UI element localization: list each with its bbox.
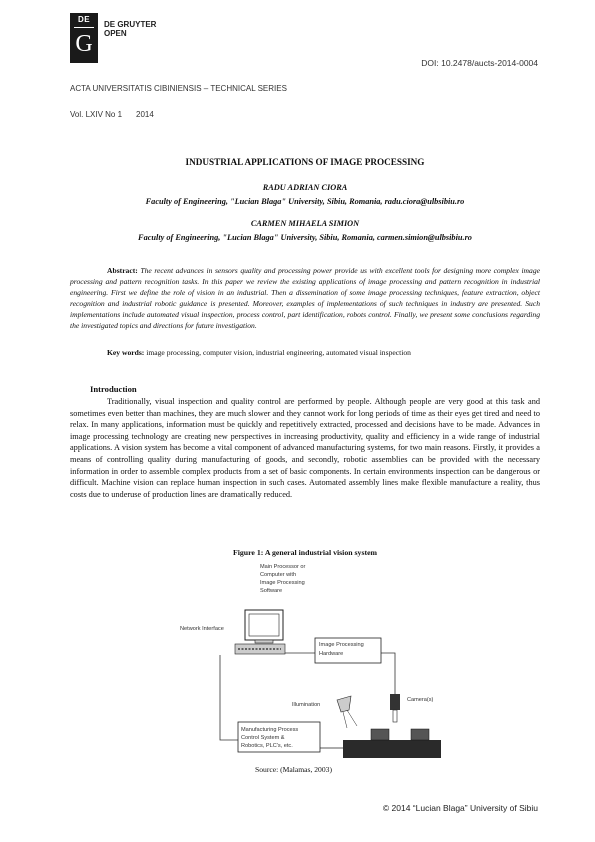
camera-icon — [390, 694, 400, 722]
logo-letter: G — [75, 31, 93, 57]
abstract-text: The recent advances in sensors quality and processing power provide us with excellent tools for designing more complex image processing and pattern recognition tasks. In this paper we review the existing applications of image processing and pattern recognition in industrial engineering. First we define the role of vision in an industrial. Then a dissemination of some image processing techniques, feature extraction, object recognition and industrial robotic guidance is presented. Moreover, examples of implementations of such techniques in industry are presented. Such implementations include automated visual inspection, process control, part identification, robots control. Finally, we present some conclusions regarding the investigated topics and directions for future investigation. — [70, 266, 541, 331]
publisher-name-line2: OPEN — [104, 29, 127, 38]
illumination-icon — [337, 696, 357, 728]
figure-caption: Figure 1: A general industrial vision system — [232, 548, 378, 557]
volume-year: 2014 — [136, 110, 154, 119]
figure-source: Source: (Malamas, 2003) — [255, 765, 332, 774]
footer-copyright: © 2014 “Lucian Blaga” University of Sibiu — [382, 803, 538, 813]
author-name: RADU ADRIAN CIORA — [262, 183, 348, 192]
label-illumination: Illumination — [292, 702, 321, 708]
label-hardware-2: Hardware — [319, 651, 344, 657]
author-name: CARMEN MIHAELA SIMION — [250, 219, 360, 228]
figure-diagram — [175, 560, 445, 760]
label-network-interface: Network Interface — [180, 626, 224, 632]
label-process-1: Manufacturing Process — [241, 727, 299, 733]
abstract-label: Abstract: — [107, 266, 138, 275]
publisher-logo — [70, 13, 98, 63]
label-main-processor-3: Image Processing — [260, 580, 305, 586]
label-camera: Camera(s) — [407, 697, 434, 703]
author-affiliation: Faculty of Engineering, "Lucian Blaga" University, Sibiu, Romania, radu.ciora@ulbsibiu.ro — [145, 197, 465, 206]
label-hardware-1: Image Processing — [319, 642, 364, 648]
keywords — [107, 348, 540, 357]
logo-divider — [74, 27, 94, 28]
section-body: Traditionally, visual inspection and quality control are performed by people. Although people are very good at this task and sometimes even better than machines, they are much slower and they cannot work for long periods of time as their eyes get tired and need to relax. In many applications, information must be quickly and repetitively extracted, processed and decisions have to be made. Advances in image processing technology are creating new perspectives in increasing productivity, quality and efficiency in a wide range of industrial applications. A vision system has become a vital component of advanced manufacturing systems, for two main reasons. Firstly, it provides a means of controlling quality during manufacturing of goods, and secondly, robotic assemblies can be provided with the necessary information in order to assemble complex products from a set of basic components. In certain environments inspection can be dangerous or difficult. Machine vision can replace human inspection in such cases. Automated assembly lines make flexible manufacture a reality, thus costs due to underuse of production lines are dramatically reduced. — [70, 397, 540, 499]
paper-title: INDUSTRIAL APPLICATIONS OF IMAGE PROCESSING — [185, 157, 425, 167]
volume-info — [70, 110, 154, 119]
logo-top-text: DE — [77, 15, 91, 24]
label-main-processor: Main Processor or — [260, 564, 306, 570]
section-heading: Introduction — [90, 384, 137, 394]
doi: DOI: 10.2478/aucts-2014-0004 — [421, 58, 538, 68]
connector-hardware-camera — [381, 653, 395, 694]
computer-icon — [235, 610, 285, 654]
author-affiliation: Faculty of Engineering, "Lucian Blaga" University, Sibiu, Romania, carmen.simion@ulbsibiu.ro — [138, 233, 472, 242]
connector-computer-process — [220, 655, 238, 740]
publisher-name-line1: DE GRUYTER — [104, 20, 157, 29]
label-process-2: Control System & — [241, 735, 285, 741]
label-process-3: Robotics, PLC's, etc. — [241, 743, 293, 749]
label-main-processor-4: Software — [260, 588, 283, 594]
journal-name: ACTA UNIVERSITATIS CIBINIENSIS – TECHNICAL SERIES — [70, 84, 287, 93]
figure-svg — [175, 560, 445, 760]
publisher-name — [104, 20, 156, 38]
volume-number: Vol. LXIV No 1 — [70, 110, 123, 119]
keywords-text: image processing, computer vision, industrial engineering, automated visual inspection — [146, 348, 411, 357]
label-main-processor-2: Computer with — [260, 572, 297, 578]
keywords-label: Key words: — [107, 348, 145, 357]
abstract — [70, 265, 540, 332]
conveyor-icon — [320, 729, 441, 758]
